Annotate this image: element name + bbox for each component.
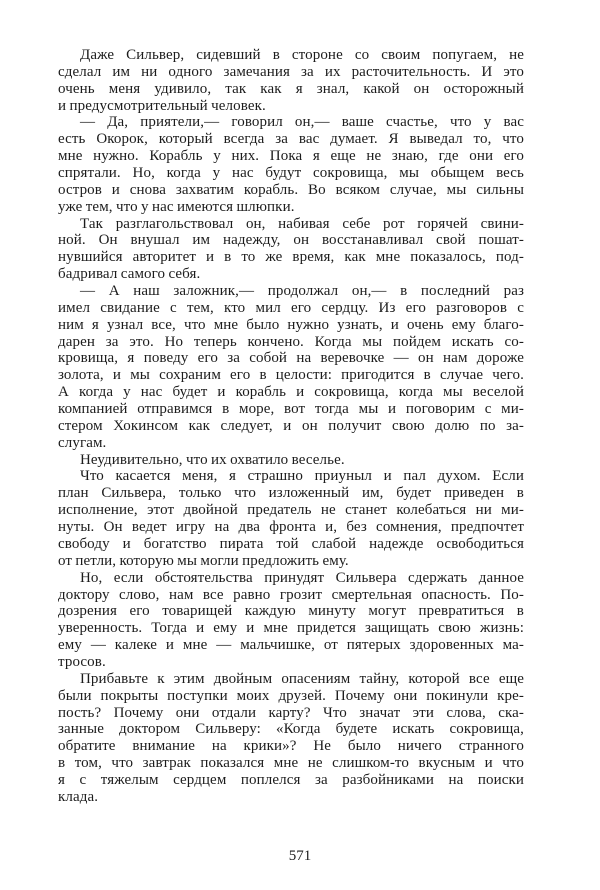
paragraph <box>58 114 524 215</box>
paragraph <box>58 216 524 283</box>
text-line: Даже Сильвер, сидевший в стороне со своим попугаем, не <box>80 47 524 63</box>
text-line: Прибавьте к этим двойным опасениям тайну, которой все еще <box>80 670 524 687</box>
text-line: занные доктором Сильверу: «Когда будете искать сокровища, <box>58 721 524 738</box>
text-line: обратите внимание на крики»? Не было ничего странного <box>58 738 524 755</box>
text-line: в том, что завтрак показался мне не слишком-то вкусным и что <box>58 755 524 772</box>
text-line: ним я узнал все, что мне было нужно узнать, и очень ему благо- <box>58 316 524 333</box>
text-line: спрятали. Но, когда у нас будут сокровища, мы обыщем весь <box>58 165 524 182</box>
text-line: остров и снова захватим корабль. Во всяком случае, мы сильны <box>58 181 524 198</box>
text-line: золота, и мы сохраним его в целости: пригодится в случае чего. <box>58 367 524 384</box>
page-number: 571 <box>288 848 312 864</box>
text-line: доктору слово, нам все равно грозит смертельная опасность. По- <box>58 586 524 603</box>
text-line: нувшийся авторитет и в то же время, как мне показалось, под- <box>58 249 524 266</box>
text-line: — Да, приятели,— говорил он,— ваше счастье, что у вас <box>80 114 524 131</box>
paragraph <box>58 671 524 806</box>
text-line: свободу и богатство пирата той слабой надежде освободиться <box>58 535 524 552</box>
text-line: уже тем, что у нас имеются шлюпки. <box>58 198 295 215</box>
text-line: клада. <box>58 788 99 805</box>
text-line: тросов. <box>58 653 106 670</box>
paragraph <box>58 452 524 469</box>
text-line: кровища, я поведу его за собой на веревочке — он нам дороже <box>58 350 524 367</box>
text-line: — А наш заложник,— продолжал он,— в последний раз <box>80 283 524 300</box>
text-line: имел свидание с тем, кто мил его сердцу. Из его разговоров с <box>58 299 524 316</box>
text-line: бадривал самого себя. <box>58 266 201 283</box>
text-line: компанией отправимся в море, вот тогда мы и поговорим с ми- <box>58 401 524 418</box>
text-line: уверенность. Тогда и ему и мне придется защищать свою жизнь: <box>58 620 524 637</box>
text-line: были покрыты поступки моих друзей. Почему они покинули кре- <box>58 687 524 704</box>
text-line: Неудивительно, что их охватило веселье. <box>80 451 345 468</box>
text-line: я с тяжелым сердцем поплелся за разбойниками на поиски <box>58 771 524 788</box>
text-line: дозрения его товарищей каждую минуту могут превратиться в <box>58 603 524 620</box>
paragraph <box>58 570 524 671</box>
text-line: пость? Почему они отдали карту? Что значат эти слова, ска- <box>58 704 524 721</box>
text-line: есть Окорок, который всегда за вас думает. Я выведал то, что <box>58 131 524 148</box>
text-line: нуты. Он ведет игру на два фронта и, без сомнения, предпочтет <box>58 519 524 536</box>
text-line: план Сильвера, только что изложенный им, будет приведен в <box>58 485 524 502</box>
text-line: дарен за это. Но теперь кончено. Когда мы пойдем искать со- <box>58 333 524 350</box>
text-line: Что касается меня, я страшно приуныл и пал духом. Если <box>80 468 524 485</box>
text-line: очень меня удивило, так как я знал, какой он осторожный <box>58 80 524 97</box>
book-page-text <box>58 47 524 806</box>
text-line: ной. Он внушал им надежду, он восстанавливал свой пошат- <box>58 232 524 249</box>
paragraph <box>58 47 524 114</box>
text-line: и предусмотрительный человек. <box>58 97 266 114</box>
text-line: мне нужно. Корабль у них. Пока я еще не знаю, где они его <box>58 148 524 165</box>
paragraph <box>58 283 524 452</box>
text-line: Но, если обстоятельства принудят Сильвера сдержать данное <box>80 569 524 586</box>
text-line: слугам. <box>58 434 107 451</box>
text-line: исполнение, этот двойной предатель не станет колебаться ни ми- <box>58 502 524 519</box>
text-line: А когда у нас будет и корабль и сокровища, когда мы веселой <box>58 384 524 401</box>
text-line: ему — калеке и мне — мальчишке, от пятерых здоровенных ма- <box>58 637 524 654</box>
text-line: от петли, которую мы могли предложить ему. <box>58 552 349 569</box>
paragraph <box>58 468 524 569</box>
text-line: Так разглагольствовал он, набивая себе рот горячей свини- <box>80 215 524 232</box>
text-line: стером Хокинсом как следует, и он получит свою долю по за- <box>58 417 524 434</box>
text-line: сделал им ни одного замечания за их расточительность. И это <box>58 63 524 80</box>
